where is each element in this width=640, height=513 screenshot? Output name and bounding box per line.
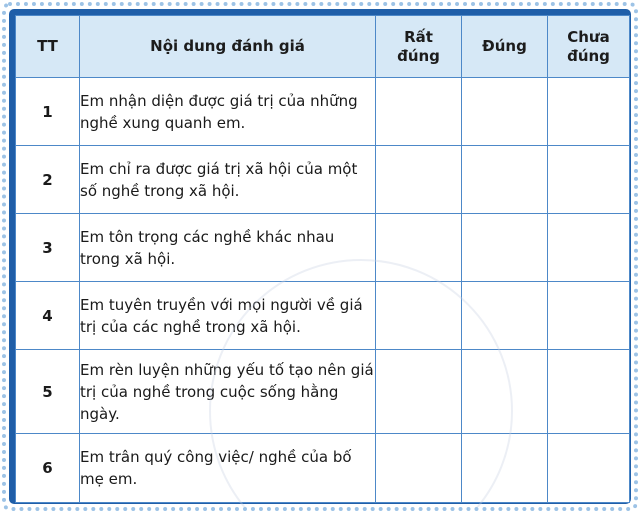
evaluation-table: [15, 15, 630, 503]
row-content: Em trân quý công việc/ nghề của bố mẹ em.: [80, 434, 376, 503]
row-content: Em tuyên truyền với mọi người về giá trị của các nghề trong xã hội.: [80, 282, 376, 350]
header-true: Đúng: [462, 16, 548, 78]
very-true-cell[interactable]: [376, 434, 462, 503]
table-row: [16, 78, 630, 146]
true-cell[interactable]: [462, 78, 548, 146]
table-row: [16, 214, 630, 282]
table-row: [16, 434, 630, 503]
table-frame-inner: [9, 9, 631, 504]
table-row: [16, 282, 630, 350]
row-number: 1: [16, 78, 80, 146]
not-true-cell[interactable]: [548, 214, 630, 282]
not-true-cell[interactable]: [548, 434, 630, 503]
true-cell[interactable]: [462, 214, 548, 282]
very-true-cell[interactable]: [376, 214, 462, 282]
row-content: Em nhận diện được giá trị của những nghề xung quanh em.: [80, 78, 376, 146]
header-tt: TT: [16, 16, 80, 78]
header-content: Nội dung đánh giá: [80, 16, 376, 78]
true-cell[interactable]: [462, 434, 548, 503]
table-header-row: [16, 16, 630, 78]
very-true-cell[interactable]: [376, 282, 462, 350]
row-number: 4: [16, 282, 80, 350]
row-number: 6: [16, 434, 80, 503]
true-cell[interactable]: [462, 350, 548, 434]
not-true-cell[interactable]: [548, 350, 630, 434]
header-very-true-label: Rất đúng: [397, 27, 440, 65]
table-row: [16, 146, 630, 214]
not-true-cell[interactable]: [548, 282, 630, 350]
not-true-cell[interactable]: [548, 146, 630, 214]
header-very-true: [376, 16, 462, 78]
row-number: 3: [16, 214, 80, 282]
table-row: [16, 350, 630, 434]
not-true-cell[interactable]: [548, 78, 630, 146]
header-not-true-label: Chưa đúng: [567, 27, 610, 65]
row-content: Em chỉ ra được giá trị xã hội của một số nghề trong xã hội.: [80, 146, 376, 214]
table-frame: [2, 2, 638, 511]
true-cell[interactable]: [462, 146, 548, 214]
row-content: Em rèn luyện những yếu tố tạo nên giá trị của nghề trong cuộc sống hằng ngày.: [80, 350, 376, 434]
row-content: Em tôn trọng các nghề khác nhau trong xã hội.: [80, 214, 376, 282]
true-cell[interactable]: [462, 282, 548, 350]
very-true-cell[interactable]: [376, 146, 462, 214]
row-number: 5: [16, 350, 80, 434]
row-number: 2: [16, 146, 80, 214]
header-not-true: [548, 16, 630, 78]
very-true-cell[interactable]: [376, 78, 462, 146]
very-true-cell[interactable]: [376, 350, 462, 434]
